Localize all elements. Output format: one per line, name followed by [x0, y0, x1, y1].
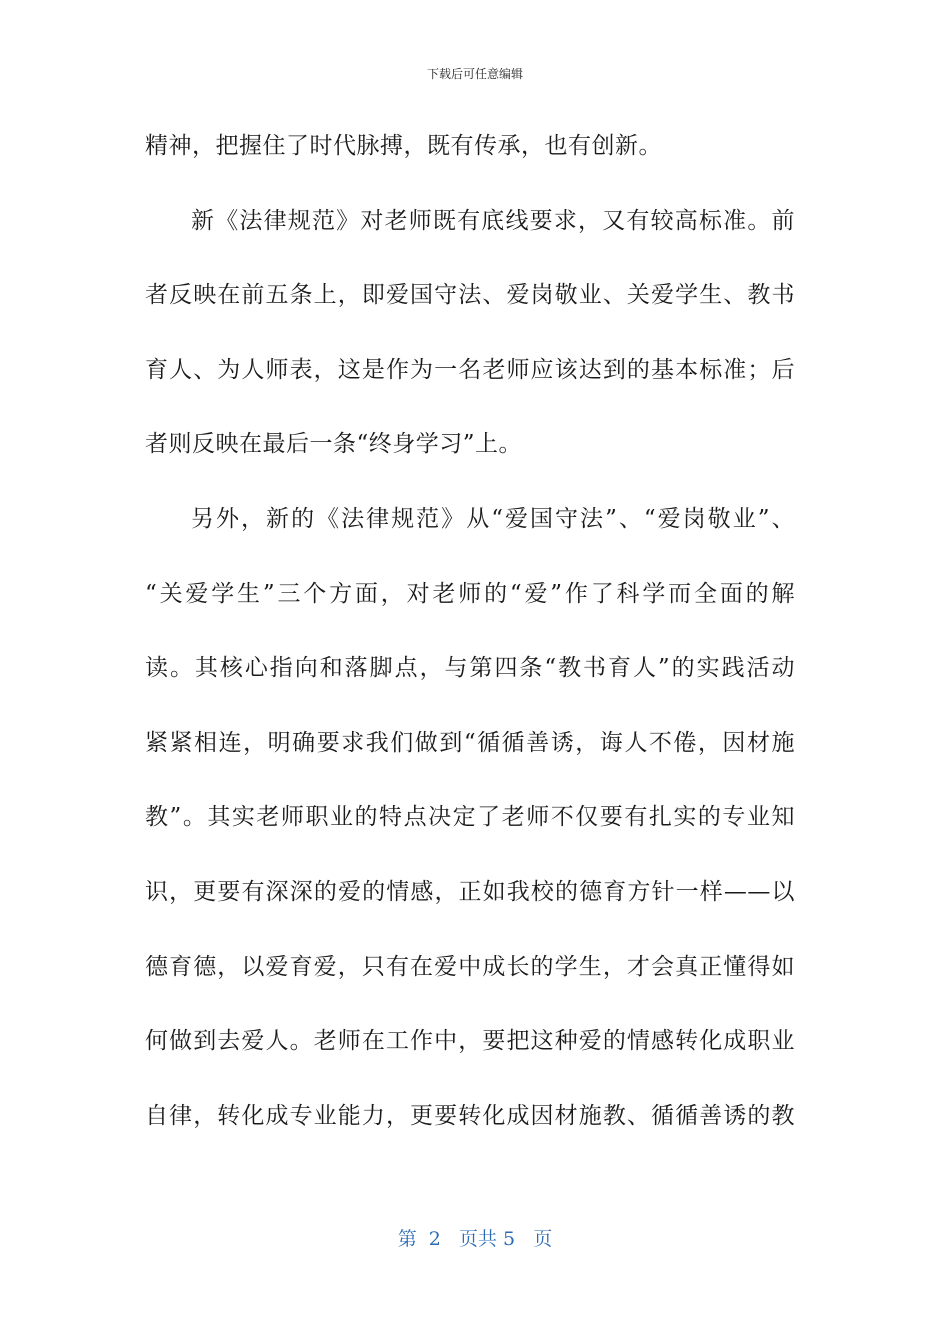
paragraph-line: 者反映在前五条上，即爱国守法、爱岗敬业、关爱学生、教书 [145, 282, 795, 309]
paragraph-line: 育人、为人师表，这是作为一名老师应该达到的基本标准；后 [145, 356, 795, 383]
paragraph-line: 另外，新的《法律规范》从“爱国守法”、“爱岗敬业”、 [191, 505, 795, 532]
paragraph-line: 德育德，以爱育爱，只有在爱中成长的学生，才会真正懂得如 [145, 953, 795, 980]
paragraph-line: 紧紧相连，明确要求我们做到“循循善诱，诲人不倦，因材施 [145, 729, 795, 756]
document-body [145, 120, 795, 1164]
paragraph-line: 读。其核心指向和落脚点，与第四条“教书育人”的实践活动 [145, 655, 795, 682]
paragraph-line: 识，更要有深深的爱的情感，正如我校的德育方针一样——以 [145, 878, 795, 905]
paragraph-line: “关爱学生”三个方面，对老师的“爱”作了科学而全面的解 [145, 580, 795, 607]
paragraph-line: 何做到去爱人。老师在工作中，要把这种爱的情感转化成职业 [145, 1028, 795, 1055]
paragraph-line: 自律，转化成专业能力，更要转化成因材施教、循循善诱的教 [145, 1102, 795, 1129]
page-number-footer: 第 2 页共 5 页 [397, 1228, 553, 1250]
paragraph-line: 新《法律规范》对老师既有底线要求，又有较高标准。前 [191, 207, 795, 234]
page-header: 下载后可任意编辑 [426, 67, 523, 81]
paragraph-line: 精神，把握住了时代脉搏，既有传承，也有创新。 [145, 133, 662, 159]
paragraph-line: 者则反映在最后一条“终身学习”上。 [145, 431, 523, 458]
paragraph-line: 教”。其实老师职业的特点决定了老师不仅要有扎实的专业知 [145, 804, 795, 831]
